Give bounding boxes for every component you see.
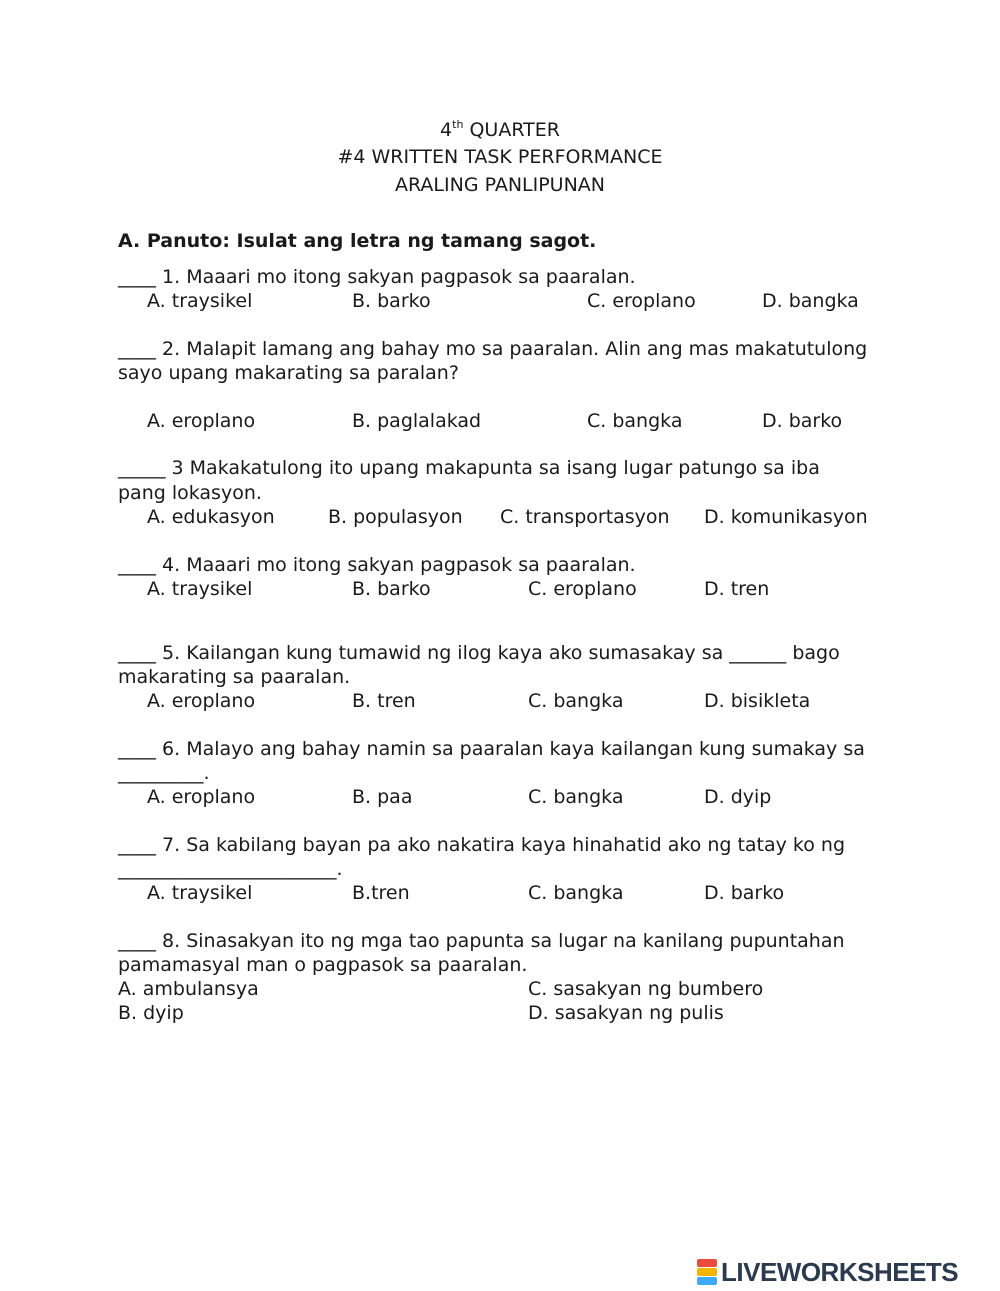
question-4-option-c: C. eroplano — [528, 578, 637, 600]
question-8-option-a: A. ambulansya — [118, 978, 259, 1000]
subject-title: ARALING PANLIPUNAN — [394, 174, 606, 196]
logo-block-blue — [697, 1277, 717, 1285]
question-1-option-c: C. eroplano — [587, 290, 696, 312]
question-1-option-b: B. barko — [352, 290, 431, 312]
liveworksheets-logo-text: LIVEWORKSHEETS — [721, 1256, 959, 1287]
question-7-option-d: D. barko — [704, 882, 785, 904]
question-1-option-d: D. bangka — [762, 290, 859, 312]
question-3-text-line-2: pang lokasyon. — [118, 482, 262, 504]
quarter-ordinal-suffix: th — [452, 118, 464, 131]
question-8-option-d: D. sasakyan ng pulis — [528, 1002, 724, 1024]
question-2-option-a: A. eroplano — [147, 410, 256, 432]
logo-block-red — [697, 1259, 717, 1267]
question-7-text-line-1: ____ 7. Sa kabilang bayan pa ako nakatira kaya hinahatid ako ng tatay ko ng — [118, 834, 846, 856]
question-3-option-d: D. komunikasyon — [704, 506, 868, 528]
question-1-option-a: A. traysikel — [147, 290, 253, 312]
quarter-label: QUARTER — [469, 119, 560, 141]
question-7-option-c: C. bangka — [528, 882, 624, 904]
quarter-heading — [0, 118, 1000, 142]
question-7-text-line-2: _______________________. — [118, 858, 343, 880]
question-4-option-b: B. barko — [352, 578, 431, 600]
question-6-option-c: C. bangka — [528, 786, 624, 808]
question-7-option-a: A. traysikel — [147, 882, 253, 904]
question-4-text: ____ 4. Maaari mo itong sakyan pagpasok sa paaralan. — [118, 554, 636, 576]
question-5-option-a: A. eroplano — [147, 690, 256, 712]
question-4-option-d: D. tren — [704, 578, 770, 600]
question-8-text-line-2: pamamasyal man o pagpasok sa paaralan. — [118, 954, 528, 976]
question-5-text-line-1: ____ 5. Kailangan kung tumawid ng ilog kaya ako sumasakay sa ______ bago — [118, 642, 840, 664]
question-6-option-b: B. paa — [352, 786, 413, 808]
question-3-option-c: C. transportasyon — [500, 506, 670, 528]
question-8-option-b: B. dyip — [118, 1002, 184, 1024]
question-5-option-d: D. bisikleta — [704, 690, 811, 712]
quarter-number: 4 — [440, 119, 453, 141]
logo-block-yellow — [697, 1268, 717, 1276]
question-3-option-a: A. edukasyon — [147, 506, 275, 528]
question-6-option-d: D. dyip — [704, 786, 772, 808]
task-title: #4 WRITTEN TASK PERFORMANCE — [337, 146, 663, 168]
question-8-text-line-1: ____ 8. Sinasakyan ito ng mga tao papunta sa lugar na kanilang pupuntahan — [118, 930, 845, 952]
question-5-text-line-2: makarating sa paaralan. — [118, 666, 351, 688]
question-5-option-c: C. bangka — [528, 690, 624, 712]
question-3-option-b: B. populasyon — [328, 506, 463, 528]
liveworksheets-logo-icon — [697, 1259, 717, 1285]
question-3-text-line-1: _____ 3 Makakatulong ito upang makapunta sa isang lugar patungo sa iba — [118, 457, 820, 479]
question-1-text: ____ 1. Maaari mo itong sakyan pagpasok sa paaralan. — [118, 266, 636, 288]
question-2-text-line-2: sayo upang makarating sa paralan? — [118, 362, 459, 384]
question-2-option-c: C. bangka — [587, 410, 683, 432]
question-2-text-line-1: ____ 2. Malapit lamang ang bahay mo sa paaralan. Alin ang mas makatutulong — [118, 338, 868, 360]
liveworksheets-logo — [697, 1257, 958, 1287]
question-6-option-a: A. eroplano — [147, 786, 256, 808]
question-2-option-b: B. paglalakad — [352, 410, 482, 432]
question-5-option-b: B. tren — [352, 690, 416, 712]
question-6-text-line-2: _________. — [118, 762, 210, 784]
question-7-option-b: B.tren — [352, 882, 410, 904]
question-6-text-line-1: ____ 6. Malayo ang bahay namin sa paaralan kaya kailangan kung sumakay sa — [118, 738, 865, 760]
instructions: A. Panuto: Isulat ang letra ng tamang sagot. — [118, 230, 597, 252]
question-8-option-c: C. sasakyan ng bumbero — [528, 978, 764, 1000]
question-4-option-a: A. traysikel — [147, 578, 253, 600]
question-2-option-d: D. barko — [762, 410, 843, 432]
